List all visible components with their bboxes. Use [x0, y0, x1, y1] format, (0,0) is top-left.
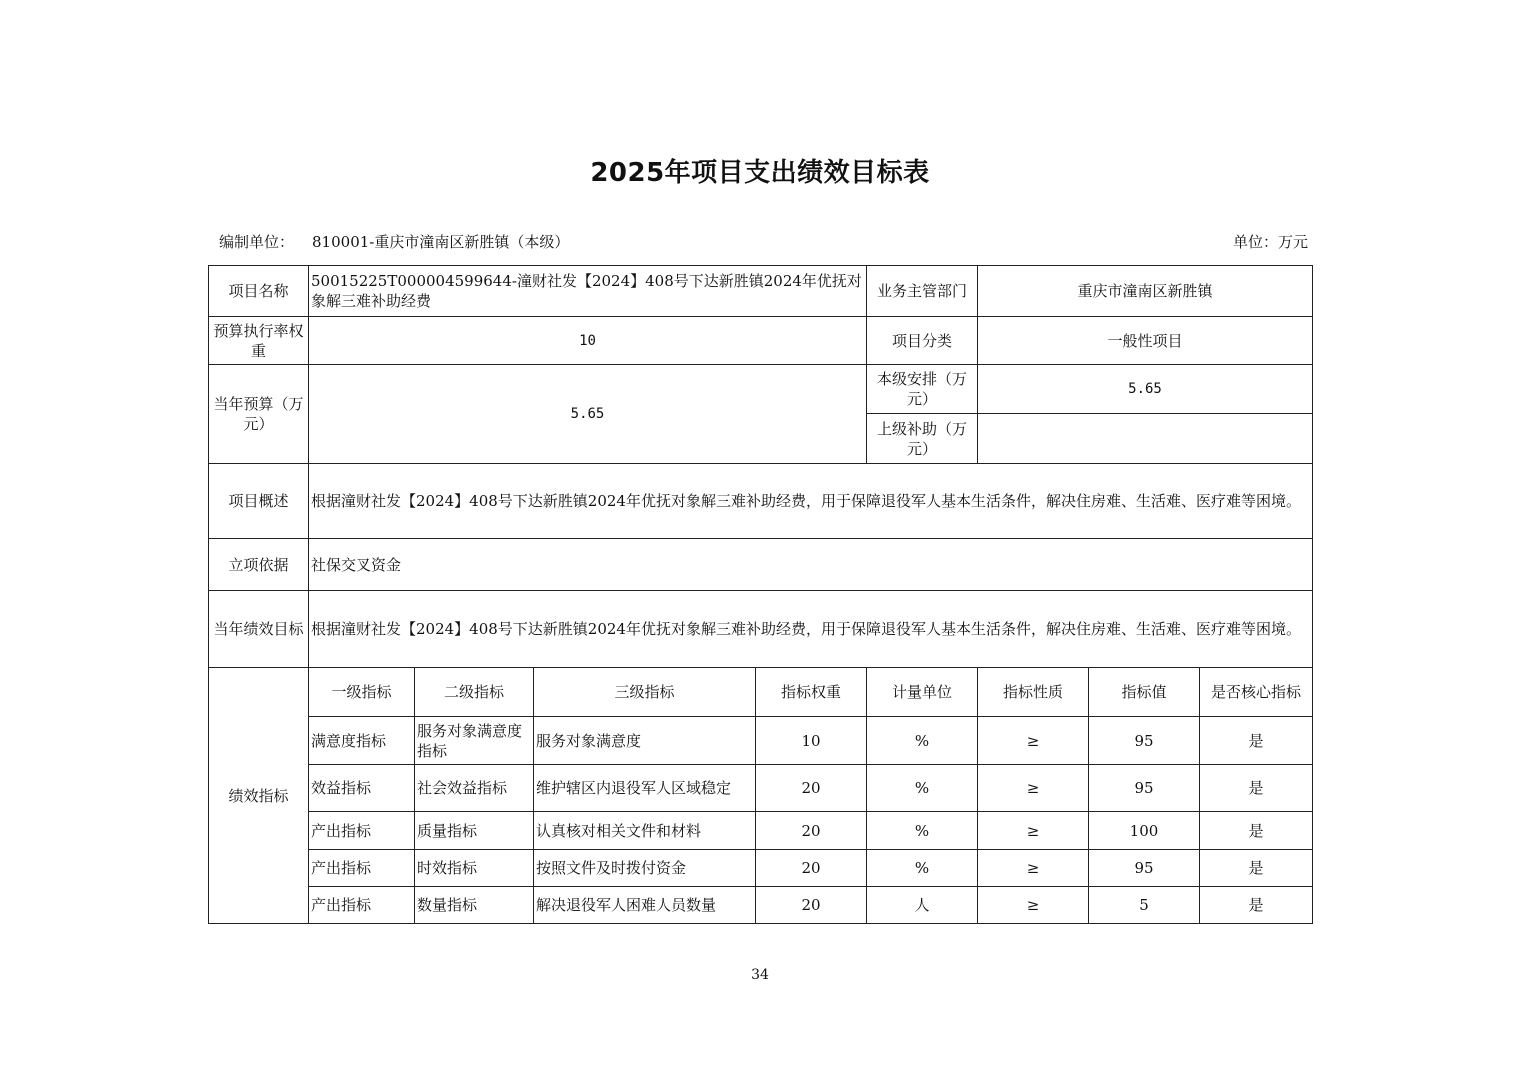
project-name-value: 50015225T000004599644-潼财社发【2024】408号下达新胜镇2024年优抚对象解三难补助经费 [309, 266, 867, 317]
header-unit: 计量单位 [867, 668, 978, 717]
value-cell: 95 [1089, 765, 1200, 812]
weight-cell: 10 [756, 717, 867, 765]
header-value: 指标值 [1089, 668, 1200, 717]
compiling-unit [219, 231, 569, 252]
table-row [209, 887, 1313, 924]
compiling-unit-label: 编制单位： [219, 233, 295, 251]
row-exec-weight [209, 317, 1313, 365]
level2-cell: 社会效益指标 [415, 765, 534, 812]
level3-cell: 服务对象满意度 [534, 717, 756, 765]
nature-cell: ≥ [978, 850, 1089, 887]
unit-cell: % [867, 812, 978, 850]
level1-cell: 满意度指标 [309, 717, 415, 765]
budget-value: 5.65 [309, 365, 867, 464]
header-nature: 指标性质 [978, 668, 1089, 717]
header-level1: 一级指标 [309, 668, 415, 717]
dept-value: 重庆市潼南区新胜镇 [978, 266, 1313, 317]
compiling-unit-value: 810001-重庆市潼南区新胜镇（本级） [312, 233, 570, 251]
weight-cell: 20 [756, 765, 867, 812]
level3-cell: 维护辖区内退役军人区域稳定 [534, 765, 756, 812]
local-label: 本级安排（万元） [867, 365, 978, 414]
weight-cell: 20 [756, 850, 867, 887]
level2-cell: 质量指标 [415, 812, 534, 850]
category-value: 一般性项目 [978, 317, 1313, 365]
core-cell: 是 [1200, 887, 1313, 924]
level3-cell: 认真核对相关文件和材料 [534, 812, 756, 850]
category-label: 项目分类 [867, 317, 978, 365]
table-row [209, 765, 1313, 812]
upper-value [978, 414, 1313, 464]
table-row [209, 717, 1313, 765]
nature-cell: ≥ [978, 765, 1089, 812]
row-budget-local [209, 365, 1313, 414]
goal-label: 当年绩效目标 [209, 591, 309, 668]
nature-cell: ≥ [978, 717, 1089, 765]
weight-cell: 20 [756, 812, 867, 850]
unit-cell: % [867, 850, 978, 887]
dept-label: 业务主管部门 [867, 266, 978, 317]
upper-label: 上级补助（万元） [867, 414, 978, 464]
basis-value: 社保交叉资金 [309, 539, 1313, 591]
table-row [209, 812, 1313, 850]
header-level2: 二级指标 [415, 668, 534, 717]
goal-value: 根据潼财社发【2024】408号下达新胜镇2024年优抚对象解三难补助经费，用于保障退役军人基本生活条件，解决住房难、生活难、医疗难等困境。 [309, 591, 1313, 668]
nature-cell: ≥ [978, 887, 1089, 924]
value-cell: 100 [1089, 812, 1200, 850]
budget-label: 当年预算（万元） [209, 365, 309, 464]
page-number: 34 [751, 967, 769, 983]
unit-cell: % [867, 765, 978, 812]
value-cell: 5 [1089, 887, 1200, 924]
level2-cell: 数量指标 [415, 887, 534, 924]
table-row [209, 850, 1313, 887]
unit-cell: 人 [867, 887, 978, 924]
indicator-header-row [209, 668, 1313, 717]
indicators-section-label: 绩效指标 [209, 668, 309, 924]
overview-label: 项目概述 [209, 464, 309, 539]
nature-cell: ≥ [978, 812, 1089, 850]
core-cell: 是 [1200, 717, 1313, 765]
currency-unit: 单位：万元 [1232, 233, 1308, 251]
project-name-label: 项目名称 [209, 266, 309, 317]
row-overview [209, 464, 1313, 539]
overview-value: 根据潼财社发【2024】408号下达新胜镇2024年优抚对象解三难补助经费，用于保障退役军人基本生活条件，解决住房难、生活难、医疗难等困境。 [309, 464, 1313, 539]
level1-cell: 产出指标 [309, 850, 415, 887]
page-title: 2025年项目支出绩效目标表 [590, 158, 930, 188]
row-goal [209, 591, 1313, 668]
performance-table [208, 265, 1313, 924]
row-basis [209, 539, 1313, 591]
row-project-name [209, 266, 1313, 317]
header-weight: 指标权重 [756, 668, 867, 717]
header-level3: 三级指标 [534, 668, 756, 717]
value-cell: 95 [1089, 850, 1200, 887]
level1-cell: 产出指标 [309, 812, 415, 850]
unit-cell: % [867, 717, 978, 765]
basis-label: 立项依据 [209, 539, 309, 591]
level2-cell: 时效指标 [415, 850, 534, 887]
level3-cell: 解决退役军人困难人员数量 [534, 887, 756, 924]
exec-weight-label: 预算执行率权重 [209, 317, 309, 365]
core-cell: 是 [1200, 812, 1313, 850]
local-value: 5.65 [978, 365, 1313, 414]
level1-cell: 产出指标 [309, 887, 415, 924]
exec-weight-value: 10 [309, 317, 867, 365]
level3-cell: 按照文件及时拨付资金 [534, 850, 756, 887]
header-core: 是否核心指标 [1200, 668, 1313, 717]
core-cell: 是 [1200, 850, 1313, 887]
value-cell: 95 [1089, 717, 1200, 765]
core-cell: 是 [1200, 765, 1313, 812]
weight-cell: 20 [756, 887, 867, 924]
level1-cell: 效益指标 [309, 765, 415, 812]
level2-cell: 服务对象满意度指标 [415, 717, 534, 765]
